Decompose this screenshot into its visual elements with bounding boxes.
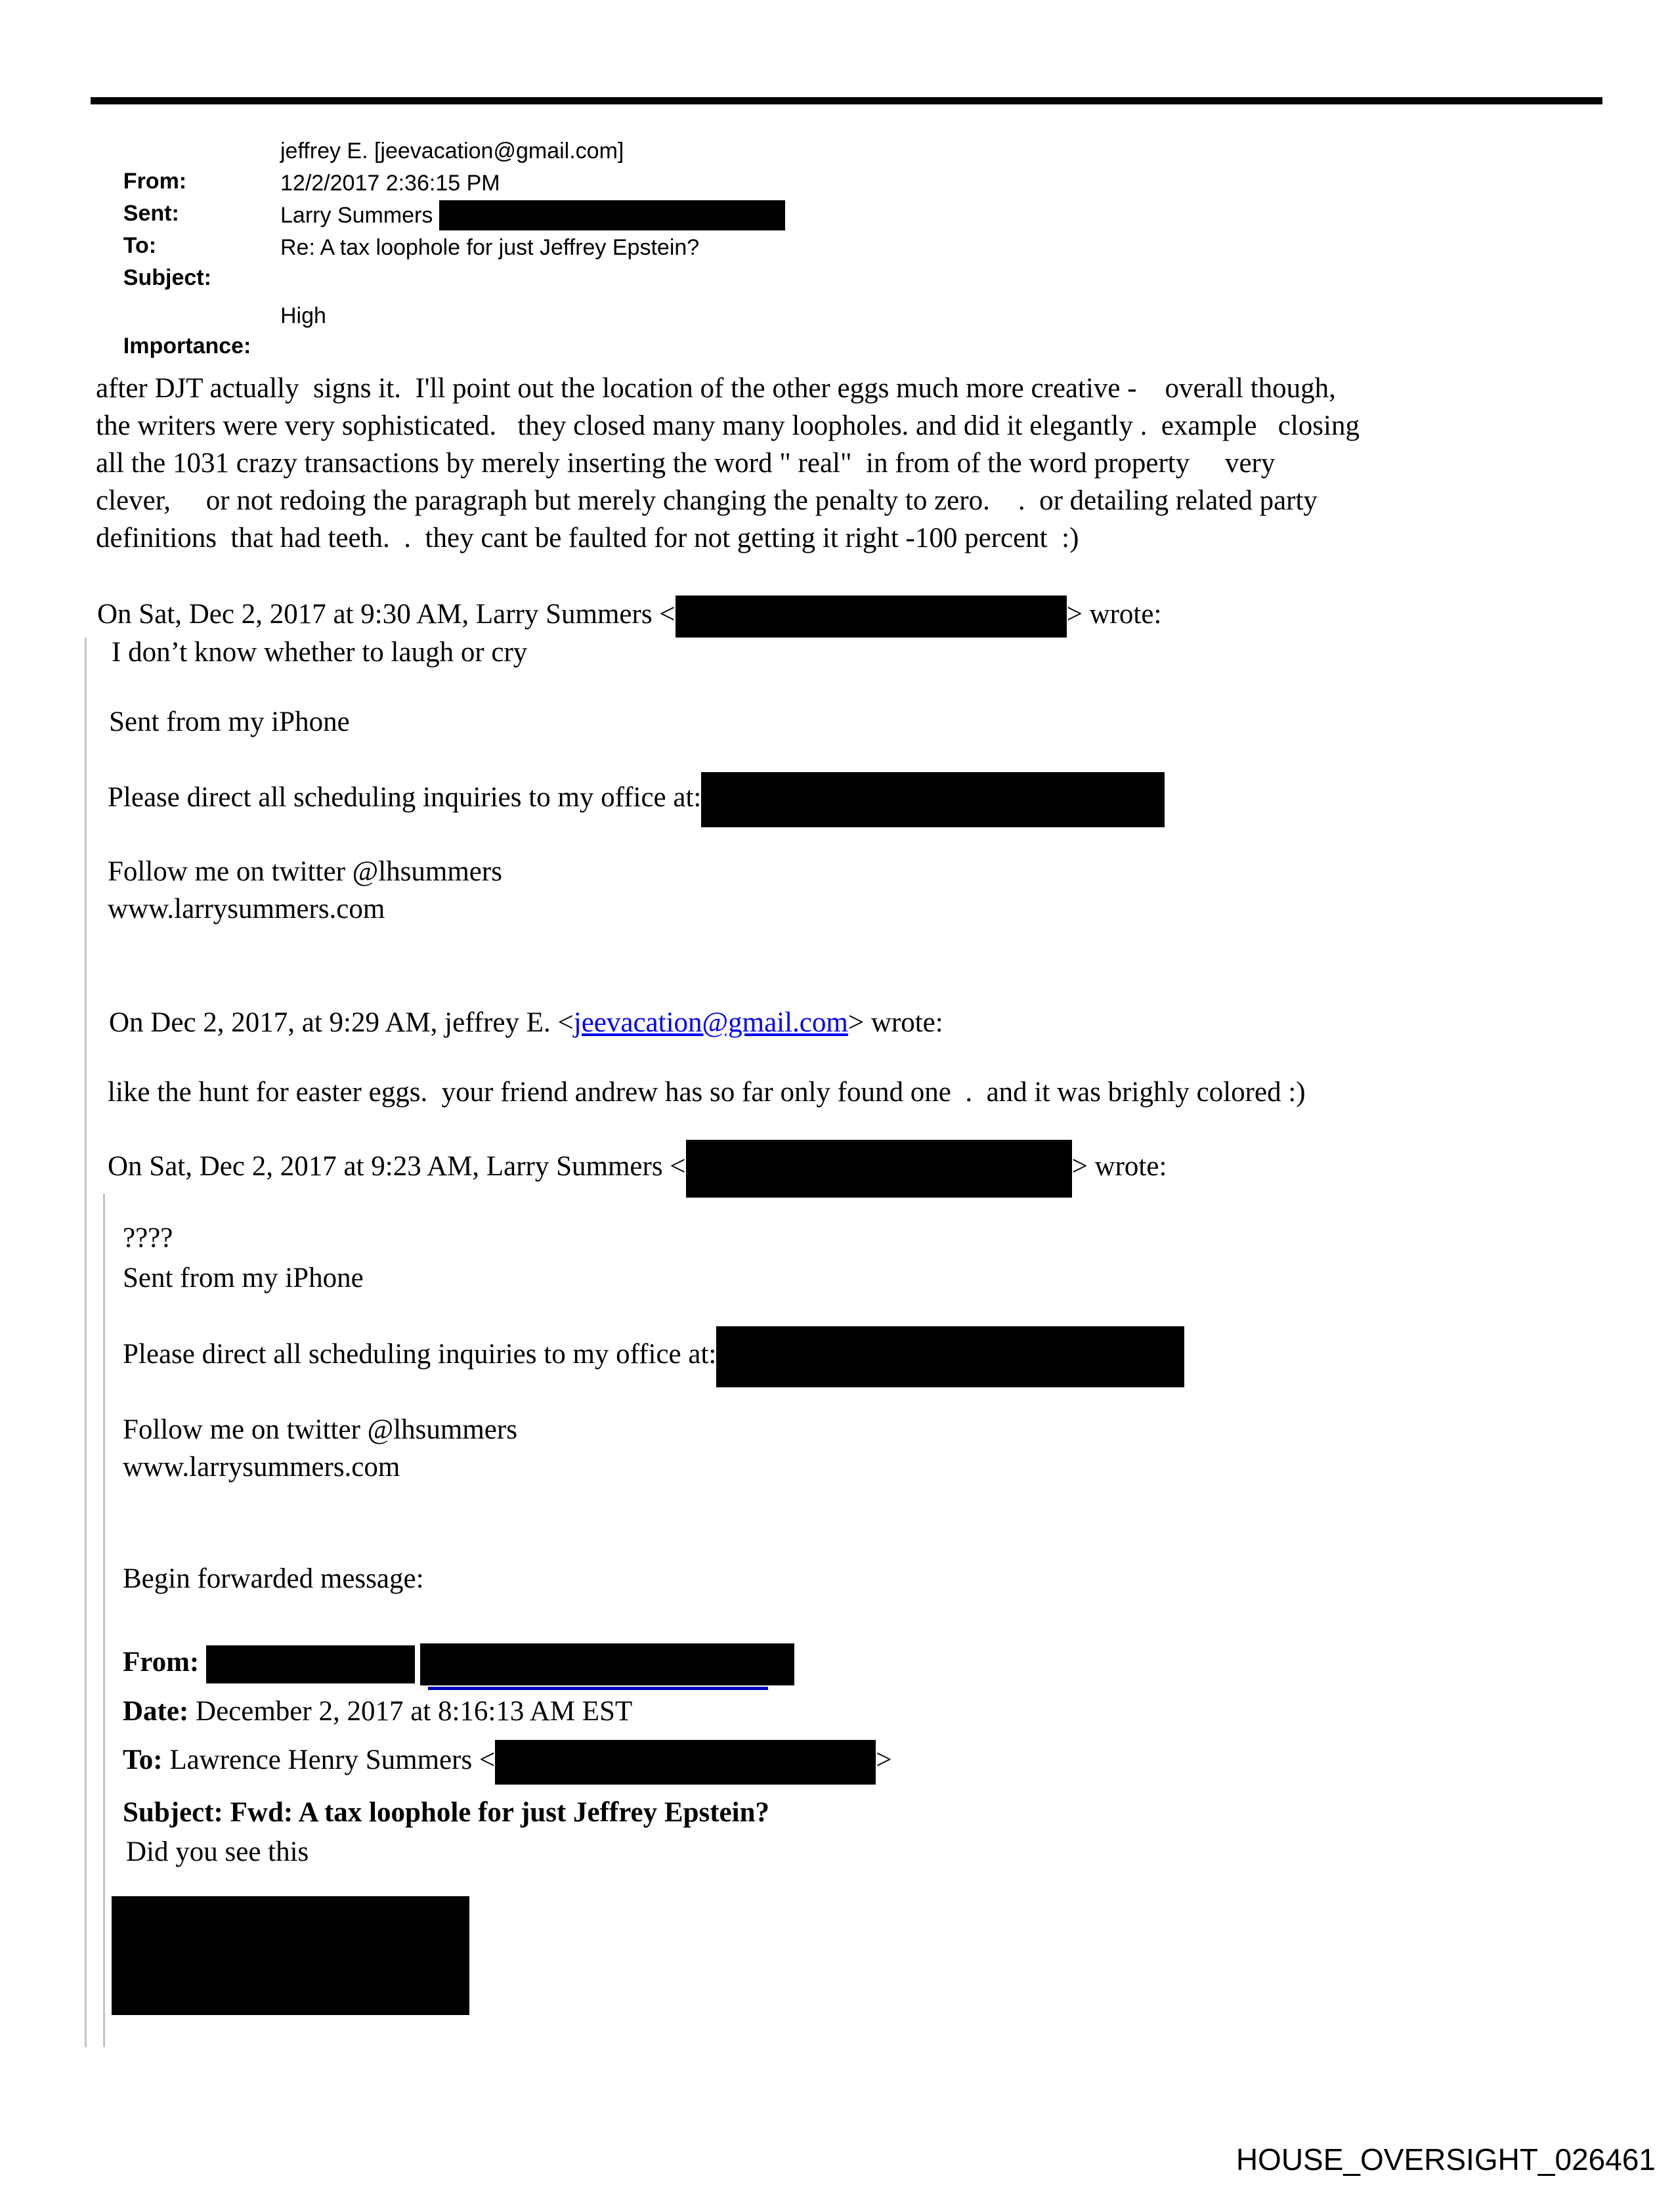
body-line: the writers were very sophisticated. they closed many many loopholes. and did it elegantly . example closing	[96, 410, 1360, 441]
link-underline	[428, 1687, 768, 1690]
importance-value: High	[280, 303, 326, 328]
quote-930-prefix: On Sat, Dec 2, 2017 at 9:30 AM, Larry Summers <	[97, 599, 676, 630]
redaction-box	[495, 1740, 876, 1785]
quote-923-prefix: On Sat, Dec 2, 2017 at 9:23 AM, Larry Summers <	[108, 1151, 686, 1182]
signature-scheduling	[123, 1335, 1184, 1376]
signature-twitter: Follow me on twitter @lhsummers	[108, 856, 502, 887]
from-label: From:	[123, 169, 187, 194]
quote-930-header	[97, 596, 1161, 633]
fwd-from-label: From:	[123, 1647, 200, 1678]
fwd-to-suffix: >	[876, 1745, 892, 1775]
quote-930-suffix: > wrote:	[1066, 599, 1162, 630]
begin-forwarded-label: Begin forwarded message:	[123, 1563, 424, 1594]
signature-sent-from: Sent from my iPhone	[109, 706, 350, 737]
quote-line-level2	[103, 1194, 105, 2047]
redaction-box	[206, 1645, 415, 1683]
redaction-box	[716, 1326, 1184, 1387]
signature-sent-from: Sent from my iPhone	[123, 1263, 364, 1293]
redaction-box	[686, 1140, 1072, 1198]
signature-twitter: Follow me on twitter @lhsummers	[123, 1414, 517, 1445]
fwd-subject-value: Fwd: A tax loophole for just Jeffrey Epstein?	[223, 1797, 769, 1828]
quote-line-level1	[85, 638, 87, 2047]
quote-923-header	[108, 1148, 1167, 1186]
sent-label: Sent:	[123, 201, 179, 226]
redaction-box	[676, 596, 1067, 638]
body-line: clever, or not redoing the paragraph but merely changing the penalty to zero. . or detailing related party	[96, 485, 1318, 516]
to-value-text: Larry Summers	[280, 203, 439, 228]
fwd-to-label: To:	[123, 1745, 163, 1775]
subject-value: Re: A tax loophole for just Jeffrey Epstein?	[280, 235, 700, 260]
to-value	[280, 200, 785, 230]
quote-929-suffix: > wrote:	[848, 1007, 943, 1038]
quote-923-suffix: > wrote:	[1071, 1151, 1167, 1182]
body-line: after DJT actually signs it. I'll point out the location of the other eggs much more creative - overall though,	[96, 373, 1336, 404]
body-line: all the 1031 crazy transactions by merely inserting the word " real" in from of the word property very	[96, 448, 1276, 479]
redaction-box	[701, 772, 1165, 827]
fwd-from-row	[123, 1643, 794, 1681]
signature-scheduling	[108, 779, 1165, 818]
to-label: To:	[123, 233, 157, 258]
question-marks: ????	[123, 1223, 173, 1253]
subject-label: Subject:	[123, 265, 211, 290]
redaction-box	[420, 1643, 794, 1685]
divider-rule	[91, 97, 1602, 104]
quote-929-header	[109, 1004, 943, 1041]
fwd-date-value: December 2, 2017 at 8:16:13 AM EST	[188, 1696, 633, 1727]
redaction-block-large	[112, 1896, 469, 2015]
scheduling-text: Please direct all scheduling inquiries to my office at:	[123, 1339, 717, 1370]
fwd-subject-label: Subject:	[123, 1797, 223, 1828]
quote-929-prefix: On Dec 2, 2017, at 9:29 AM, jeffrey E. <	[109, 1007, 574, 1038]
redaction-box	[439, 200, 785, 230]
body-line: definitions that had teeth. . they cant be faulted for not getting it right -100 percent :)	[96, 523, 1079, 553]
scheduling-text: Please direct all scheduling inquiries to my office at:	[108, 782, 702, 813]
fwd-subject-row	[123, 1794, 769, 1831]
email-link[interactable]: jeevacation@gmail.com	[573, 1007, 848, 1038]
fwd-to-row	[123, 1741, 891, 1779]
fwd-to-value: Lawrence Henry Summers <	[162, 1745, 496, 1775]
easter-eggs-line: like the hunt for easter eggs. your friend andrew has so far only found one . and it was brighly colored :)	[108, 1077, 1306, 1108]
signature-website: www.larrysummers.com	[108, 894, 385, 924]
fwd-date-row	[123, 1693, 632, 1730]
reply-930-text: I don’t know whether to laugh or cry	[112, 637, 528, 668]
bates-number: HOUSE_OVERSIGHT_026461	[1235, 2142, 1656, 2177]
sent-value: 12/2/2017 2:36:15 PM	[280, 171, 500, 196]
did-you-see-line: Did you see this	[126, 1836, 309, 1867]
importance-label: Importance:	[123, 334, 251, 358]
from-value: jeffrey E. [jeevacation@gmail.com]	[280, 139, 624, 163]
spacer	[199, 1647, 206, 1678]
signature-website: www.larrysummers.com	[123, 1452, 400, 1483]
fwd-date-label: Date:	[123, 1696, 189, 1727]
